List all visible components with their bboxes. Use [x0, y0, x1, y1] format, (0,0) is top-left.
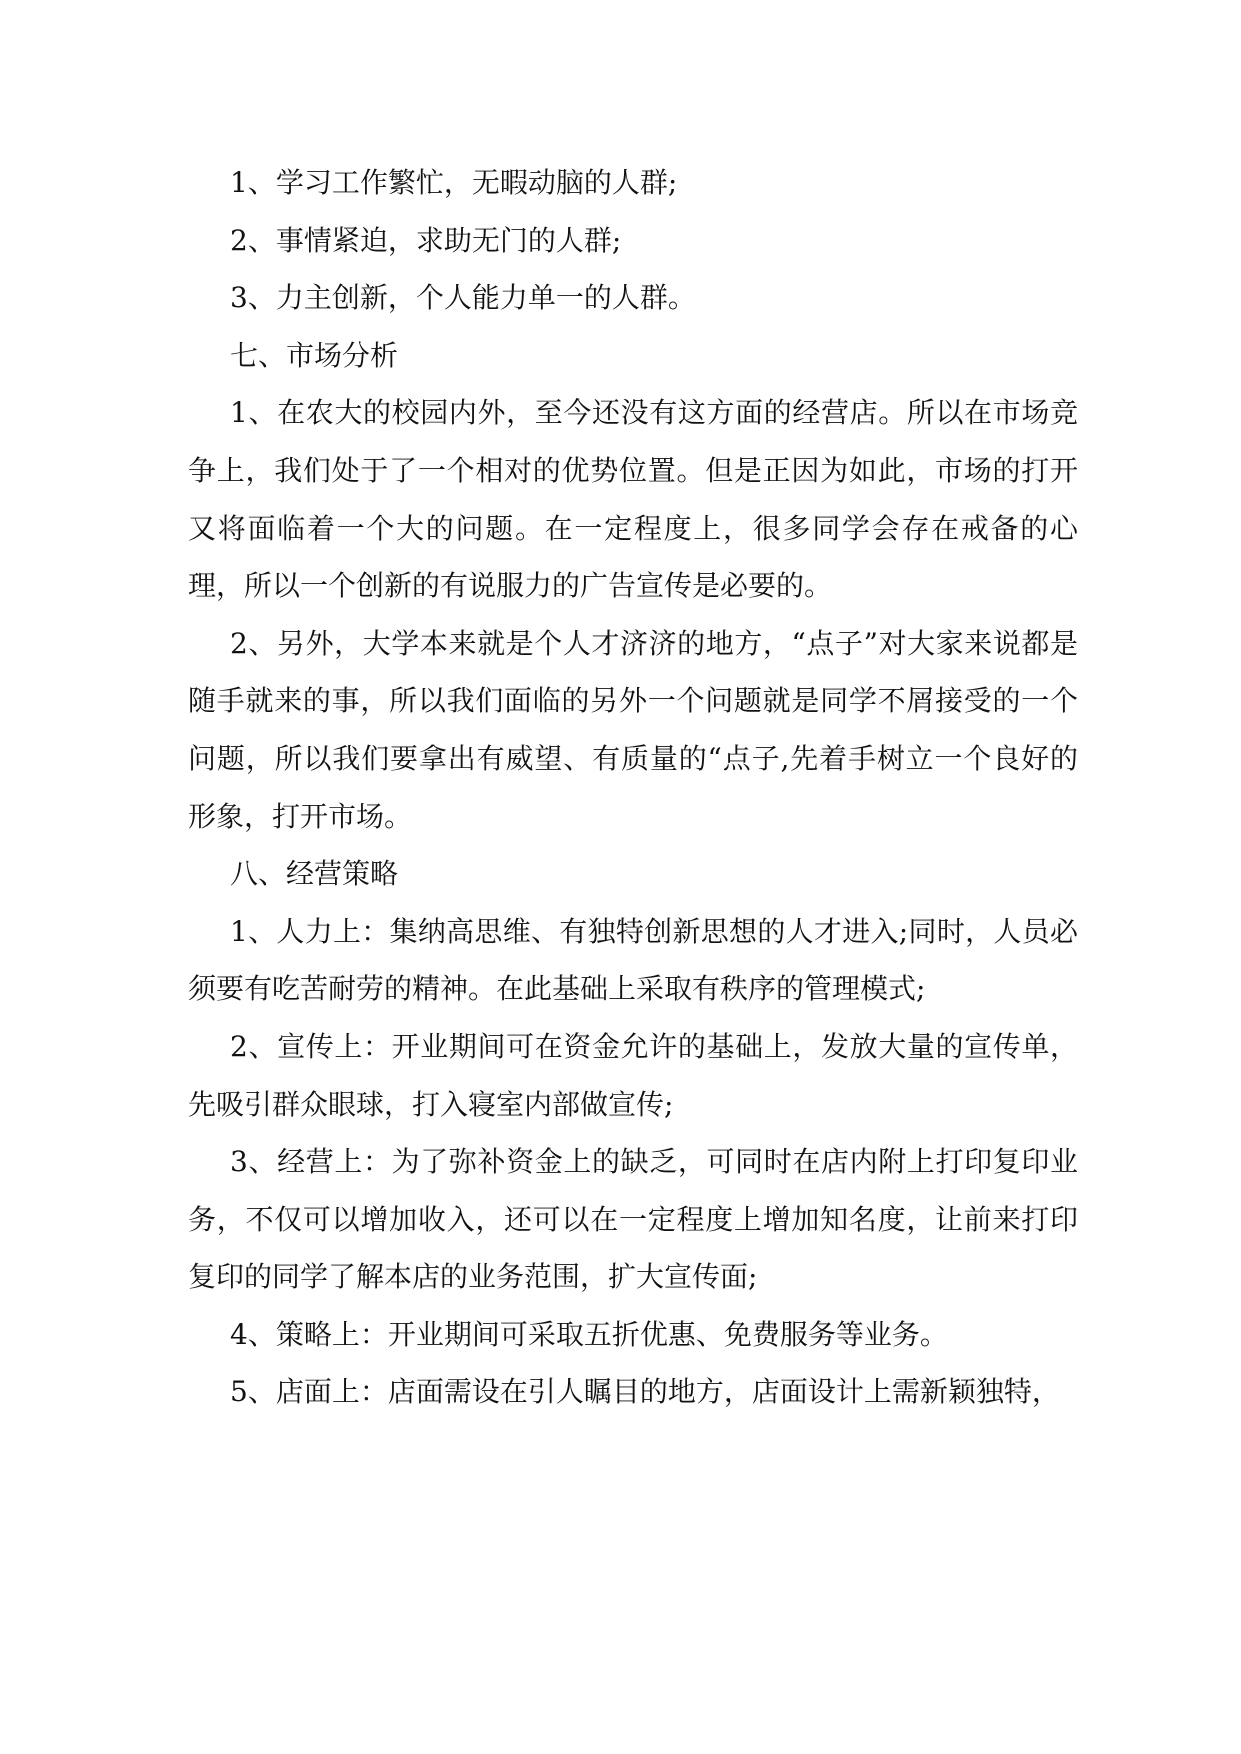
body-paragraph: 1、在农大的校园内外，至今还没有这方面的经营店。所以在市场竞争上，我们处于了一个相对的优势位置。但是正因为如此，市场的打开又将面临着一个大的问题。在一定程度上，很多同学会存在戒备的心理，所以一个创新的有说服力的广告宣传是必要的。 [188, 396, 1078, 603]
list-item: 1、学习工作繁忙，无暇动脑的人群; [230, 166, 678, 199]
body-paragraph: 5、店面上：店面需设在引人瞩目的地方，店面设计上需新颖独特， [230, 1375, 1060, 1409]
list-item: 2、事情紧迫，求助无门的人群; [230, 223, 622, 257]
body-paragraph: 2、另外，大学本来就是个人才济济的地方，“点子”对大家来说都是随手就来的事，所以我们面临的另外一个问题就是同学不屑接受的一个问题，所以我们要拿出有威望、有质量的“点子,先着手树立一个良好的形象，打开市场。 [188, 626, 1078, 833]
section-heading-market-analysis: 七、市场分析 [230, 338, 399, 372]
list-item: 3、力主创新，个人能力单一的人群。 [230, 281, 696, 315]
body-paragraph: 4、策略上：开业期间可采取五折优惠、免费服务等业务。 [230, 1317, 948, 1351]
body-paragraph: 2、宣传上：开业期间可在资金允许的基础上，发放大量的宣传单，先吸引群众眼球，打入寝室内部做宣传; [188, 1029, 1078, 1121]
body-paragraph: 3、经营上：为了弥补资金上的缺乏，可同时在店内附上打印复印业务，不仅可以增加收入，还可以在一定程度上增加知名度，让前来打印复印的同学了解本店的业务范围，扩大宣传面; [188, 1145, 1078, 1294]
document-body [188, 154, 1078, 1421]
section-heading-business-strategy: 八、经营策略 [230, 857, 399, 891]
body-paragraph: 1、人力上：集纳高思维、有独特创新思想的人才进入;同时，人员必须要有吃苦耐劳的精神。在此基础上采取有秩序的管理模式; [188, 914, 1078, 1006]
